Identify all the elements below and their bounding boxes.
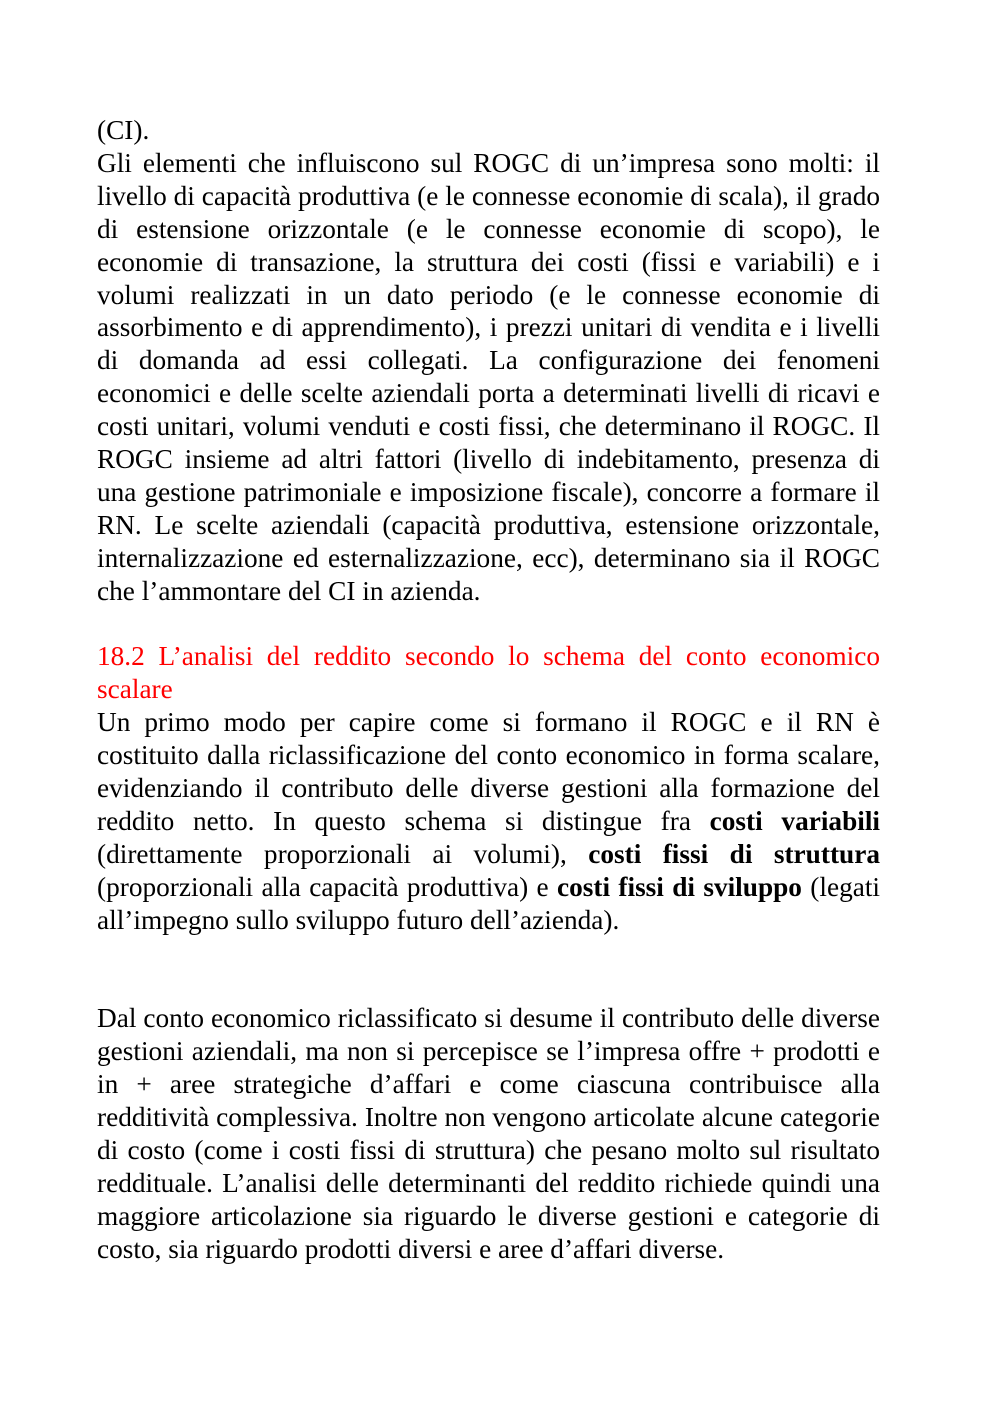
paragraph-text: (direttamente proporzionali ai volumi), bbox=[97, 838, 589, 869]
paragraph-scalar-schema bbox=[97, 706, 880, 936]
bold-term-structure-costs: costi fissi di struttura bbox=[588, 838, 880, 869]
intro-fragment: (CI). bbox=[97, 115, 150, 145]
bold-term-development-costs: costi fissi di sviluppo bbox=[557, 871, 802, 902]
paragraph-text: (proporzionali alla capacità produttiva) e bbox=[97, 871, 557, 902]
paragraph-determinants: Gli elementi che influiscono sul ROGC di un’impresa sono molti: il livello di capacità produttiva (e le connesse economie di scala), il grado di estensione orizzontale (e le connesse economie di scopo), le economie di transazione, la struttura dei costi (fissi e variabili) e i volumi realizzati in un dato periodo (e le connesse economie di assorbimento e di apprendimento), i prezzi unitari di vendita e i livelli di domanda ad essi collegati. La configurazione dei fenomeni economici e delle scelte aziendali porta a determinati livelli di ricavi e costi unitari, volumi venduti e costi fissi, che determinano il ROGC. Il ROGC insieme ad altri fattori (livello di indebitamento, presenza di una gestione patrimoniale e imposizione fiscale), concorre a formare il RN. Le scelte aziendali (capacità produttiva, estensione orizzontale, internalizzazione ed esternalizzazione, ecc), determinano sia il ROGC che l’ammontare del CI in azienda. bbox=[97, 147, 880, 606]
paragraph-reclassified: Dal conto economico riclassificato si desume il contributo delle diverse gestioni aziendali, ma non si percepisce se l’impresa offre + prodotti e in + aree strategiche d’affari e come ciascuna contribuisce alla redditività complessiva. Inoltre non vengono articolate alcune categorie di costo (come i costi fissi di struttura) che pesano molto sul risultato reddituale. L’analisi delle determinanti del reddito richiede quindi una maggiore articolazione sia riguardo le diverse gestioni e categorie di costo, sia riguardo prodotti diversi e aree d’affari diverse. bbox=[97, 1003, 880, 1264]
bold-term-variable-costs: costi variabili bbox=[709, 806, 880, 837]
section-heading: 18.2 L’analisi del reddito secondo lo schema del conto economico scalare bbox=[97, 641, 880, 705]
paragraph-text: (legati all’impegno sullo sviluppo futuro dell’azienda). bbox=[97, 871, 881, 935]
document-page bbox=[97, 114, 880, 1266]
paragraph-text: Un primo modo per capire come si formano il ROGC e il RN è costituito dalla riclassificazione del conto economico in forma scalare, evidenziando il contributo delle diverse gestioni alla formazione del reddito netto. In questo schema si distingue fra bbox=[97, 707, 880, 837]
